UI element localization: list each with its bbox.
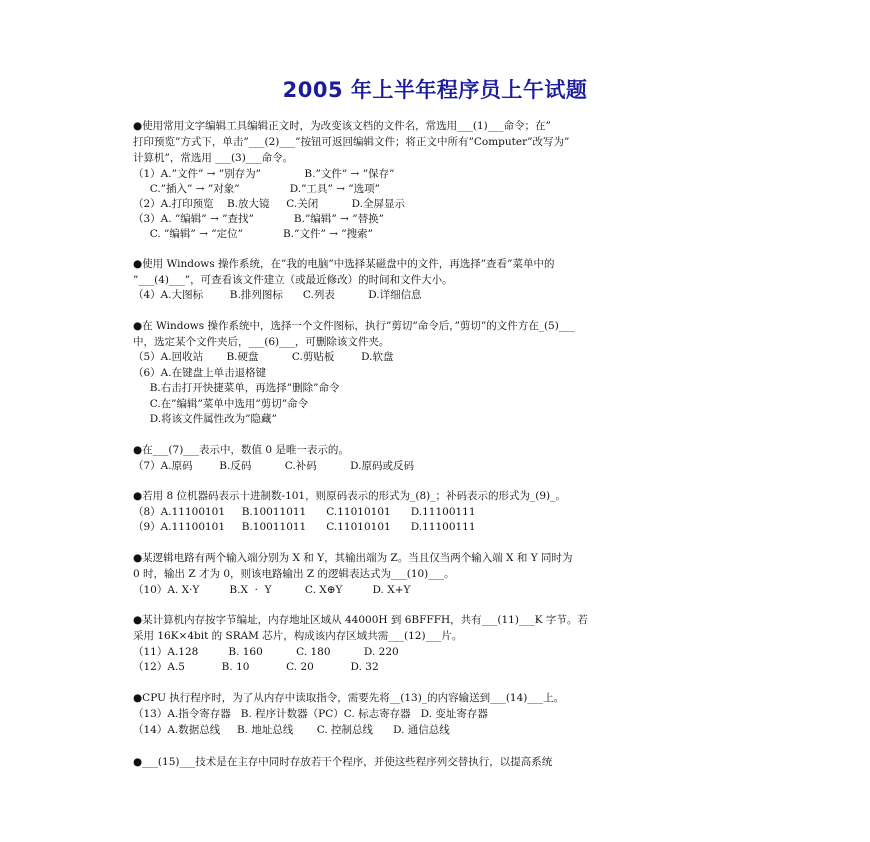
text-line: 打印预览”方式下，单击”___(2)___”按钮可返回编辑文件；将正文中所有”Computer”改写为” [133, 136, 570, 148]
text-line: C.”插入” → ”对象” D.”工具” → ”选项” [133, 183, 381, 195]
text-line: ●某计算机内存按字节编址，内存地址区域从 44000H 到 6BFFFH，共有___(11)___K 字节。若 [133, 614, 588, 626]
text-line: ●使用 Windows 操作系统，在”我的电脑”中选择某磁盘中的文件，再选择”查看”菜单中的 [133, 258, 555, 270]
text-line: ●在 Windows 操作系统中，选择一个文件图标，执行”剪切”命令后，”剪切”的文件方在_(5)___ [133, 320, 575, 332]
text-line: （12）A.5 B. 10 C. 20 D. 32 [133, 661, 379, 673]
text-line: （4）A.大图标 B.排列图标 C.列表 D.详细信息 [133, 289, 422, 301]
text-line: B.右击打开快捷菜单，再选择”删除”命令 [133, 382, 340, 394]
text-line: ●若用 8 位机器码表示十进制数-101，则原码表示的形式为_(8)_；补码表示的形式为_(9)_。 [133, 490, 566, 502]
text-line: 中，选定某个文件夹后，___(6)___，可删除该文件夹。 [133, 336, 390, 348]
text-line: （8）A.11100101 B.10011011 C.11010101 D.11100111 [133, 506, 476, 518]
text-line: 采用 16K×4bit 的 SRAM 芯片，构成该内存区域共需___(12)___片。 [133, 630, 463, 642]
text-line: ●使用常用文字编辑工具编辑正文时，为改变该文档的文件名，常选用___(1)___命令；在” [133, 120, 551, 132]
text-line: ●某逻辑电路有两个输入端分别为 X 和 Y，其输出端为 Z。当且仅当两个输入端 X 和 Y 同时为 [133, 552, 573, 564]
text-line: （11）A.128 B. 160 C. 180 D. 220 [133, 646, 399, 658]
text-line: （5）A.回收站 B.硬盘 C.剪贴板 D.软盘 [133, 351, 394, 363]
text-line: C.在”编辑”菜单中选用”剪切”命令 [133, 398, 309, 410]
text-line: （2）A.打印预览 B.放大镜 C.关闭 D.全屏显示 [133, 198, 405, 210]
text-line: （7）A.原码 B.反码 C.补码 D.原码或反码 [133, 460, 414, 472]
text-line: 0 时，输出 Z 才为 0，则该电路输出 Z 的逻辑表达式为___(10)___。 [133, 568, 455, 580]
text-line: 计算机”，常选用 ___(3)___命令。 [133, 152, 294, 164]
text-line: （9）A.11100101 B.10011011 C.11010101 D.11100111 [133, 521, 476, 533]
text-line: （1）A.”文件” → ”别存为” B.”文件” → ”保存” [133, 168, 395, 180]
text-line: （10）A. X·Y B.X · Y C. X⊕Y D. X+Y [133, 584, 411, 596]
text-line: （3）A. ”编辑” → ”查找” B.”编辑” → ”替换” [133, 213, 384, 225]
text-line: ●___(15)___技术是在主存中同时存放若干个程序，并使这些程序列交替执行，以提高系统 [133, 756, 553, 768]
text-line: ●CPU 执行程序时，为了从内存中读取指令，需要先将__(13)_的内容输送到___(14)___上。 [133, 692, 565, 704]
text-line: ●在___(7)___表示中，数值 0 是唯一表示的。 [133, 444, 349, 456]
text-line: C. ”编辑” → ”定位” B.”文件” → ”搜索” [133, 228, 374, 240]
page-title: 2005 年上半年程序员上午试题 [282, 78, 588, 102]
text-line: D.将该文件属性改为”隐藏” [133, 413, 277, 425]
text-line: （14）A.数据总线 B. 地址总线 C. 控制总线 D. 通信总线 [133, 724, 450, 736]
text-line: （13）A.指令寄存器 B. 程序计数器（PC）C. 标志寄存器 D. 变址寄存器 [133, 708, 488, 720]
text-line: ”___(4)___”，可查看该文件建立（或最近修改）的时间和文件大小。 [133, 274, 453, 286]
text-line: （6）A.在键盘上单击退格键 [133, 367, 267, 379]
